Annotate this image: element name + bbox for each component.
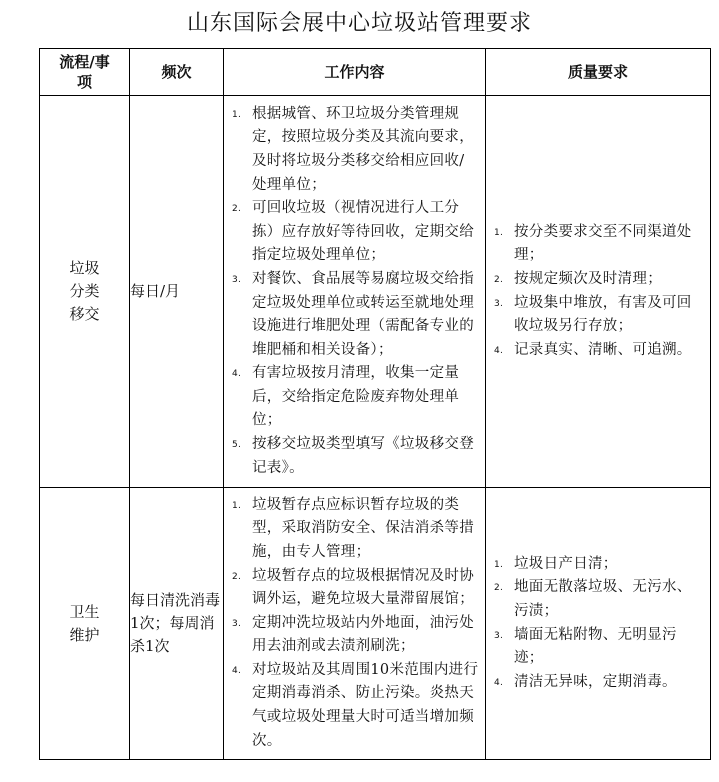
frequency-label: 每日/月 [130,282,181,300]
list-item: 按分类要求交至不同渠道处理； [514,223,692,264]
list-item: 垃圾集中堆放，有害及可回收垃圾另行存放； [514,294,692,335]
list-item: 可回收垃圾（视情况进行人工分拣）应存放好等待回收，定期交给指定垃圾处理单位； [252,200,474,264]
category-label: 卫生维护 [69,602,100,644]
frequency-cell [130,488,224,760]
list-item: 地面无散落垃圾、无污水、污渍； [514,579,692,619]
list-item: 按移交垃圾类型填写《垃圾移交登记表》。 [252,436,474,476]
list-item: 垃圾日产日清； [514,555,618,572]
list-item: 对餐饮、食品展等易腐垃圾交给指定垃圾处理单位或转运至就地处理设施进行堆肥处理（需配备专业的堆肥桶和相关设备）； [252,270,474,358]
list-item: 清洁无异味，定期消毒。 [514,673,677,690]
list-item: 根据城管、环卫垃圾分类管理规定，按照垃圾分类及其流向要求，及时将垃圾分类移交给相应回收/处理单位； [252,105,474,193]
frequency-label: 每日清洗消毒1次；每周消杀1次 [130,591,221,655]
header-process: 流程/事项 [40,49,130,96]
table-row [40,96,711,488]
header-work-content: 工作内容 [224,49,486,96]
list-item: 对垃圾站及其周围10米范围内进行定期消毒消杀、防止污染。炎热天气或垃圾处理量大时可适当增加频次。 [252,661,479,749]
work-content-cell [224,96,486,488]
category-label: 垃圾分类移交 [69,259,100,323]
list-item: 有害垃圾按月清理，收集一定量后，交给指定危险废弃物处理单位； [252,365,460,429]
table-header-row [40,49,711,96]
header-frequency: 频次 [130,49,224,96]
table-row [40,488,711,760]
header-quality: 质量要求 [486,49,711,96]
list-item: 按规定频次及时清理； [514,270,662,287]
list-item: 定期冲洗垃圾站内外地面，油污处用去油剂或去渍剂刷洗； [252,614,474,655]
list-item: 墙面无粘附物、无明显污迹； [514,626,677,667]
requirements-table [39,48,711,760]
list-item: 垃圾暂存点的垃圾根据情况及时协调外运，避免垃圾大量滞留展馆； [252,567,474,608]
list-item: 记录真实、清晰、可追溯。 [514,341,692,358]
work-content-cell [224,488,486,760]
frequency-cell [130,96,224,488]
quality-cell [486,96,711,488]
category-cell [40,488,130,760]
quality-cell [486,488,711,760]
page-title: 山东国际会展中心垃圾站管理要求 [186,11,532,36]
category-cell [40,96,130,488]
list-item: 垃圾暂存点应标识暂存垃圾的类型，采取消防安全、保洁消杀等措施，由专人管理； [252,496,474,560]
